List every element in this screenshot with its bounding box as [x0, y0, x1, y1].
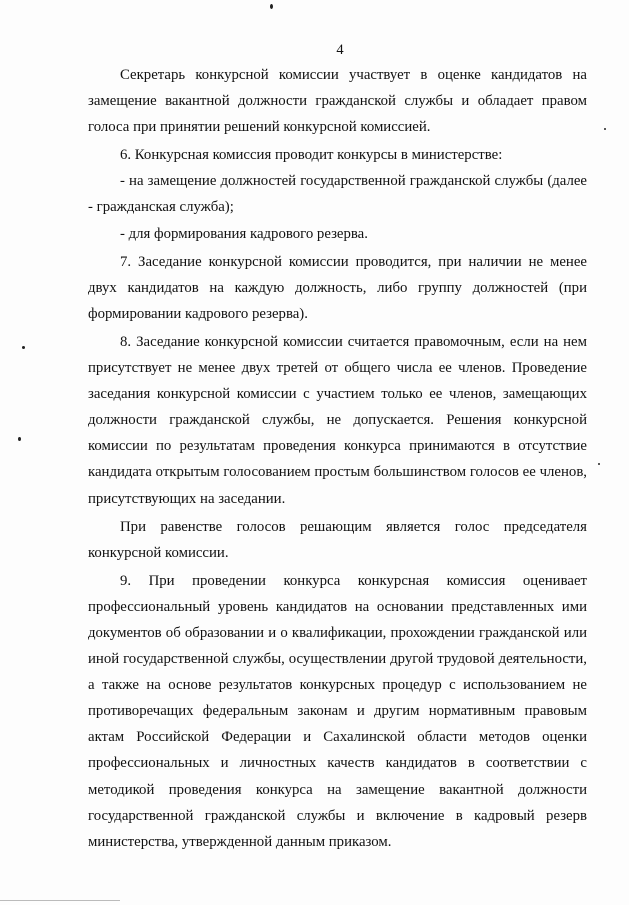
page-number: 4	[336, 42, 344, 58]
document-body	[88, 62, 587, 855]
scan-speck	[598, 463, 600, 465]
list-item-civil-service: - на замещение должностей государственной гражданской службы (далее - гражданская служба);	[88, 173, 587, 216]
paragraph-7: 7. Заседание конкурсной комиссии проводится, при наличии не менее двух кандидатов на каждую должность, либо группу должностей (при формировании кадрового резерва).	[88, 253, 587, 322]
paragraph-6: 6. Конкурсная комиссия проводит конкурсы в министерстве:	[120, 147, 503, 164]
paragraph-8: 8. Заседание конкурсной комиссии считается правомочным, если на нем присутствует не менее двух третей от общего числа ее членов. Проведение заседания конкурсной комиссии с участием только ее членов, замещающих должности гражданской службы, не допускается. Решения конкурсной комиссии по результатам проведения конкурса принимаются в отсутствие кандидата открытым голосованием простым большинством голосов ее членов, присутствующих на заседании.	[88, 333, 587, 507]
paragraph-tie-vote: При равенстве голосов решающим является голос председателя конкурсной комиссии.	[88, 518, 587, 561]
list-item-reserve: - для формирования кадрового резерва.	[120, 225, 368, 242]
scan-speck	[604, 128, 606, 130]
scan-edge-line	[0, 900, 120, 901]
scan-speck	[22, 346, 25, 349]
scan-speck	[18, 437, 21, 441]
paragraph-secretary: Секретарь конкурсной комиссии участвует в оценке кандидатов на замещение вакантной должности гражданской службы и обладает правом голоса при принятии решений конкурсной комиссией.	[88, 67, 587, 136]
scan-speck	[270, 4, 273, 9]
paragraph-9: 9. При проведении конкурса конкурсная комиссия оценивает профессиональный уровень кандидатов на основании представленных ими документов об образовании и о квалификации, прохождении гражданской или иной государственной службы, осуществлении другой трудовой деятельности, а также на основе результатов конкурсных процедур с использованием не противоречащих федеральным законам и другим нормативным правовым актам Российской Федерации и Сахалинской области методов оценки профессиональных и личностных качеств кандидатов в соответствии с методикой проведения конкурса на замещение вакантной должности государственной гражданской службы и включение в кадровый резерв министерства, утвержденной данным приказом.	[88, 572, 587, 850]
